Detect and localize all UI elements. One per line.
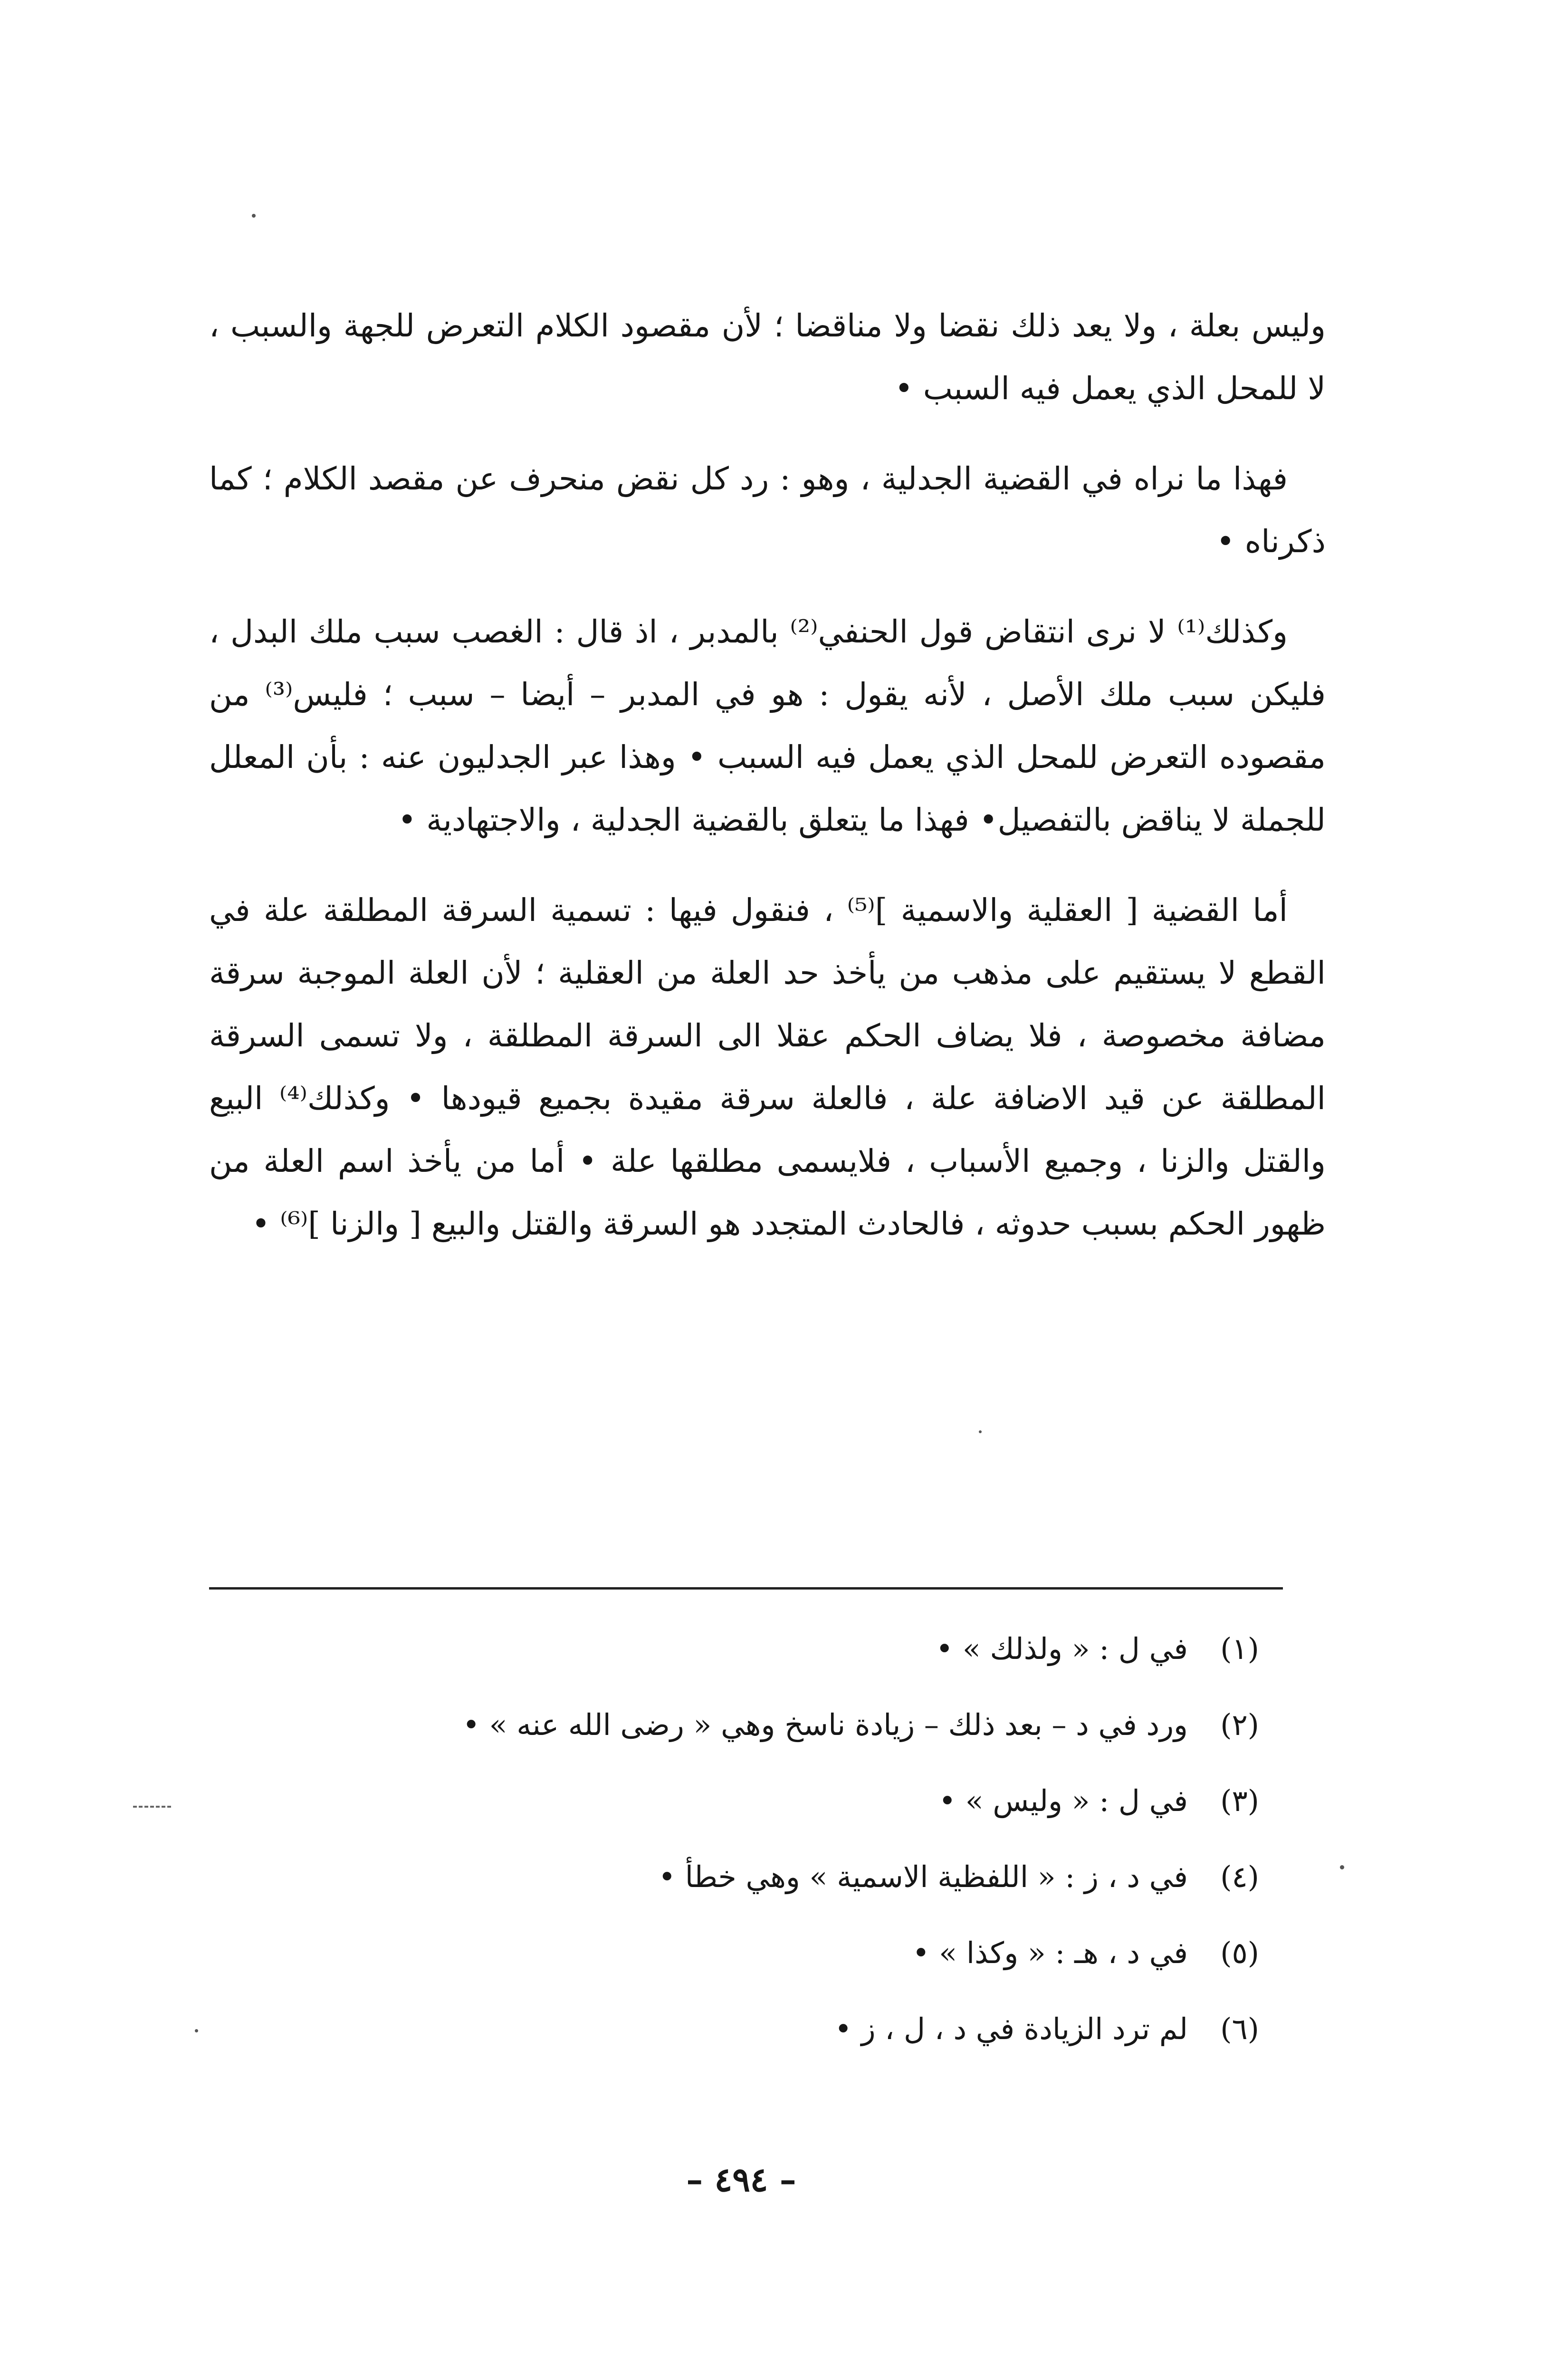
footnote-number: (٢) xyxy=(1220,1707,1259,1742)
scan-artifact xyxy=(133,1806,171,1810)
footnote-number: (٣) xyxy=(1220,1783,1259,1818)
scan-speck xyxy=(1340,1865,1344,1869)
paragraph: وليس بعلة ، ولا يعد ذلك نقضا ولا مناقضا ؛ لأن مقصود الكلام التعرض للجهة والسبب ، لا للمحل الذي يعمل فيه السبب • xyxy=(209,307,1326,407)
footnote-number: (٥) xyxy=(1220,1935,1259,1970)
footnote-item xyxy=(380,1915,1259,1991)
main-text xyxy=(209,295,1326,1283)
footnote-item xyxy=(380,1687,1259,1763)
paragraph: أما القضية [ العقلية والاسمية ]⁽⁵⁾ ، فنقول فيها : تسمية السرقة المطلقة علة في القطع لا يستقيم على مذهب من يأخذ حد العلة من العقلية ؛ لأن العلة الموجبة سرقة مضافة مخصوصة ، فلا يضاف الحكم عقلا الى السرقة المطلقة ، ولا تسمى السرقة المطلقة عن قيد الاضافة علة ، فالعلة سرقة مقيدة بجميع قيودها • وكذلك⁽⁴⁾ البيع والقتل والزنا ، وجميع الأسباب ، فلايسمى مطلقها علة • أما من يأخذ اسم العلة من ظهور الحكم بسبب حدوثه ، فالحادث المتجدد هو السرقة والقتل والبيع [ والزنا ]⁽⁶⁾ • xyxy=(209,892,1326,1242)
paragraph: وكذلك⁽¹⁾ لا نرى انتقاض قول الحنفي⁽²⁾ بالمدبر ، اذ قال : الغصب سبب ملك البدل ، فليكن سبب ملك الأصل ، لأنه يقول : هو في المدبر – أيضا – سبب ؛ فليس⁽³⁾ من مقصوده التعرض للمحل الذي يعمل فيه السبب • وهذا عبر الجدليون عنه : بأن المعلل للجملة لا يناقض بالتفصيل• فهذا ما يتعلق بالقضية الجدلية ، والاجتهادية • xyxy=(209,613,1326,838)
scan-speck xyxy=(195,2029,198,2032)
footnote-item xyxy=(380,1991,1259,2067)
footnote-text: في ل : « وليس » • xyxy=(938,1783,1188,1818)
footnote-text: لم ترد الزيادة في د ، ل ، ز • xyxy=(834,2012,1188,2046)
footnote-divider xyxy=(209,1587,1283,1590)
footnote-item xyxy=(380,1763,1259,1839)
footnote-item xyxy=(380,1611,1259,1687)
scan-speck xyxy=(979,1430,982,1433)
footnote-text: في د ، ز : « اللفظية الاسمية » وهي خطأ • xyxy=(658,1859,1188,1894)
footnote-text: في د ، هـ : « وكذا » • xyxy=(912,1935,1188,1970)
page-number: – ٤٩٤ – xyxy=(686,2160,796,2199)
footnote-number: (٦) xyxy=(1220,2012,1259,2046)
paragraph: فهذا ما نراه في القضية الجدلية ، وهو : رد كل نقض منحرف عن مقصد الكلام ؛ كما ذكرناه • xyxy=(209,460,1326,560)
footnotes-list xyxy=(380,1611,1259,2067)
scan-speck xyxy=(252,214,256,218)
footnote-text: في ل : « ولذلك » • xyxy=(936,1631,1188,1666)
footnote-text: ورد في د – بعد ذلك – زيادة ناسخ وهي « رضى الله عنه » • xyxy=(462,1707,1188,1742)
footnote-number: (٤) xyxy=(1220,1859,1259,1894)
footnote-item xyxy=(380,1839,1259,1915)
footnote-number: (١) xyxy=(1220,1631,1259,1666)
